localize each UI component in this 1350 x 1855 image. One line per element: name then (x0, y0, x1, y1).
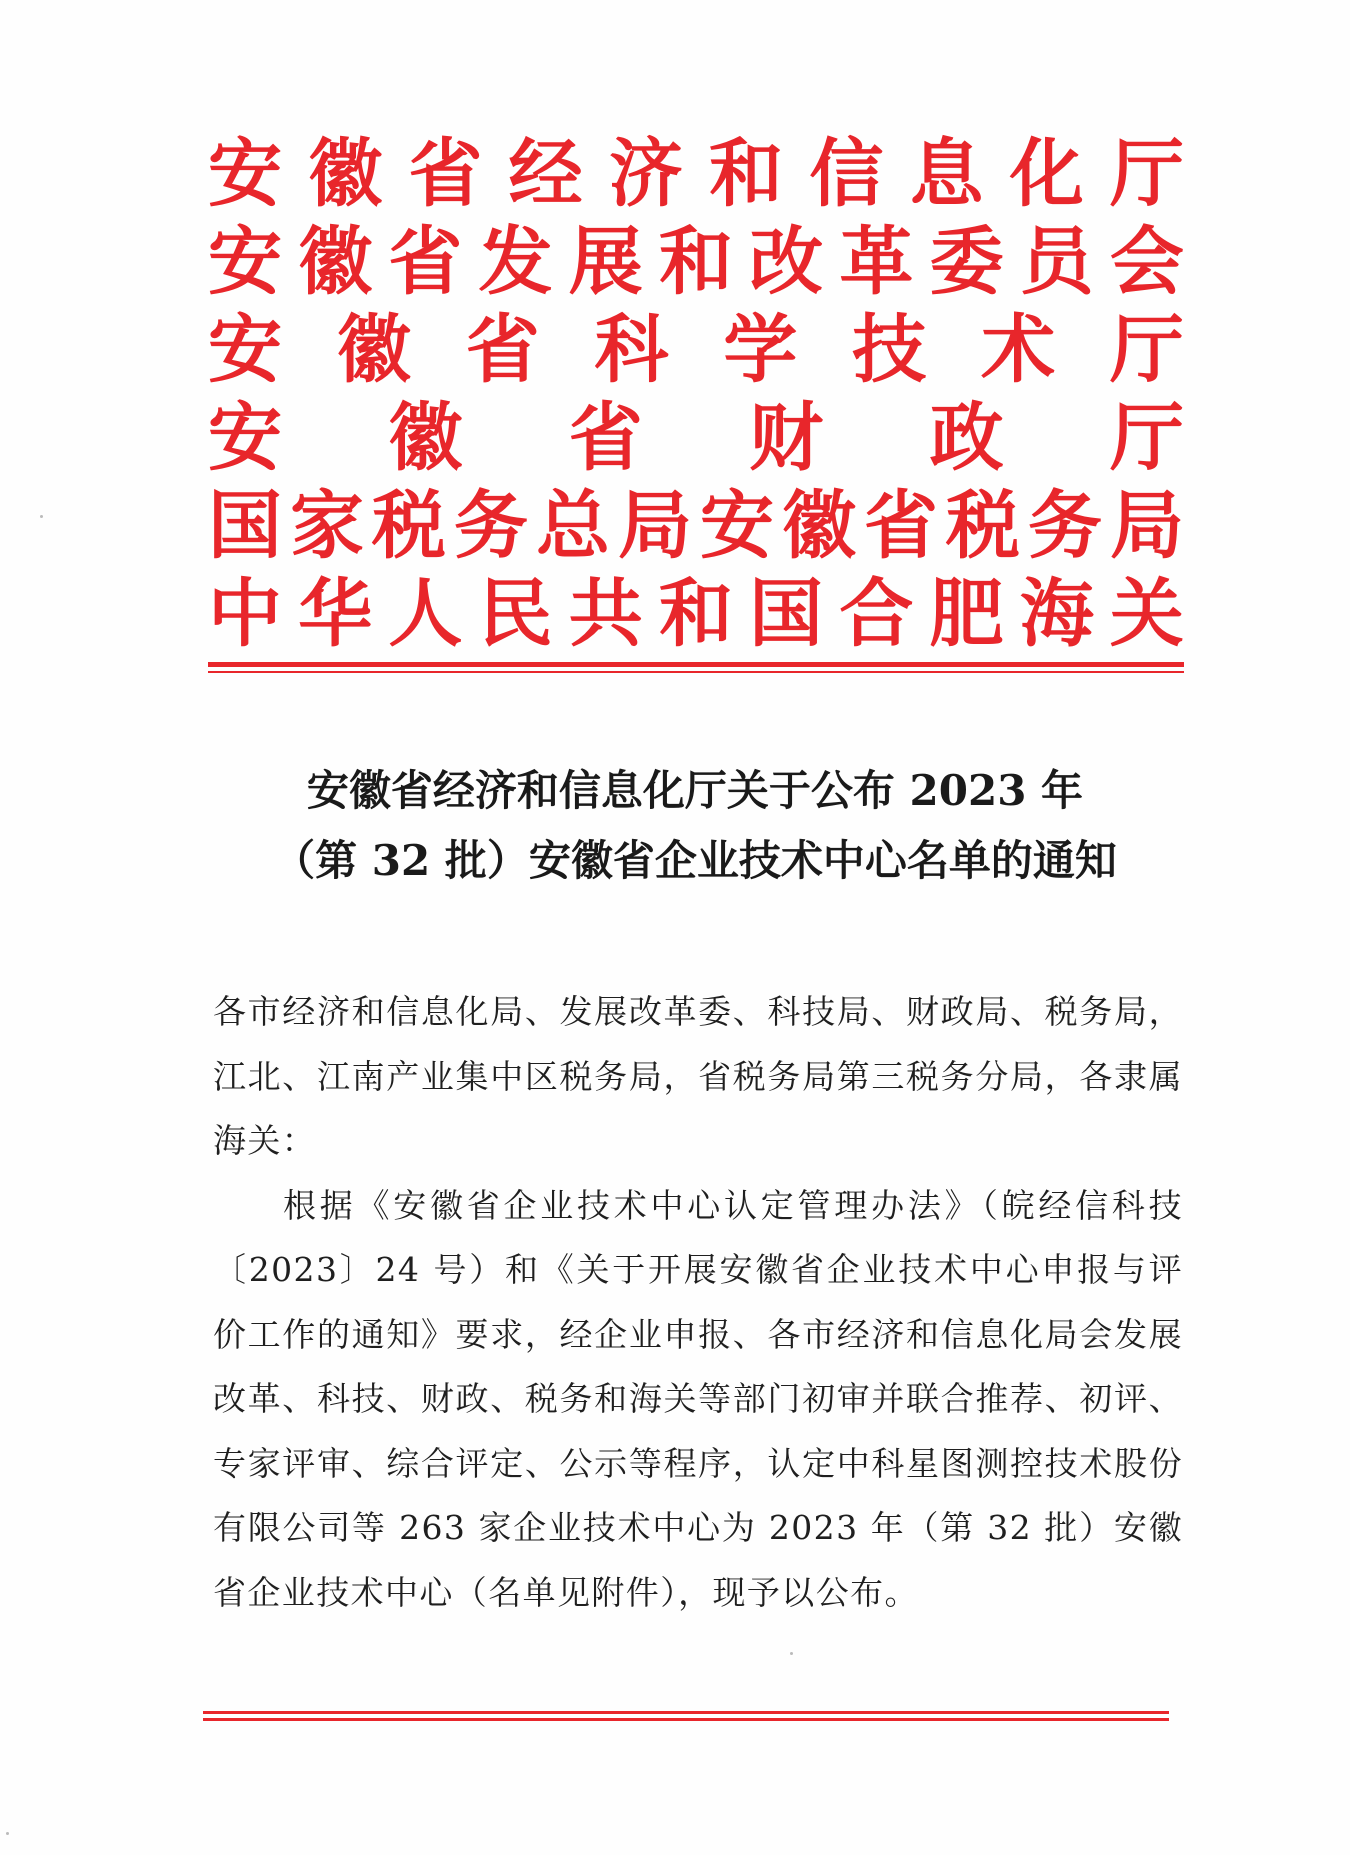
agency-char: 税 (946, 483, 1020, 569)
agency-char: 息 (909, 131, 984, 217)
agency-char: 和 (709, 131, 784, 217)
scan-speck (790, 1652, 793, 1655)
scan-speck (6, 1832, 9, 1835)
agency-char: 合 (839, 571, 914, 657)
agency-char: 安 (208, 219, 282, 305)
agency-char: 济 (608, 131, 683, 217)
notice-body (213, 980, 1183, 1625)
agency-char: 人 (388, 571, 463, 657)
agency-char: 华 (298, 571, 373, 657)
agency-char: 肥 (929, 571, 1004, 657)
agency-char: 政 (929, 395, 1004, 481)
scan-speck (40, 515, 43, 518)
agency-char: 徽 (308, 131, 383, 217)
agency-char: 展 (568, 219, 643, 305)
agency-char: 民 (478, 571, 553, 657)
agency-char: 信 (809, 131, 884, 217)
agency-char: 省 (388, 219, 463, 305)
agency-char: 局 (1110, 483, 1184, 569)
agency-char: 徽 (298, 219, 373, 305)
agency-name-line-5 (208, 482, 1184, 570)
agency-char: 和 (658, 571, 733, 657)
recipients-paragraph: 各市经济和信息化局、发展改革委、科技局、财政局、税务局，江北、江南产业集中区税务局，省税务局第三税务分局，各隶属海关： (213, 992, 1183, 1160)
agency-name-line-3 (208, 306, 1184, 394)
agency-char: 科 (594, 307, 669, 393)
agency-name-line-1 (208, 130, 1184, 218)
agency-char: 务 (1028, 483, 1102, 569)
footer-red-rule-2 (203, 1718, 1169, 1721)
agency-char: 省 (864, 483, 938, 569)
agency-char: 局 (618, 483, 692, 569)
agency-char: 国 (208, 483, 282, 569)
agency-char: 省 (568, 395, 643, 481)
agency-char: 财 (749, 395, 824, 481)
agency-char: 厅 (1109, 131, 1184, 217)
agency-char: 委 (929, 219, 1004, 305)
notice-title-line-1: 安徽省经济和信息化厅关于公布 2023 年 (306, 766, 1084, 815)
agency-char: 总 (536, 483, 610, 569)
agency-char: 和 (658, 219, 733, 305)
agency-char: 技 (852, 307, 927, 393)
header-red-rule-thin (208, 671, 1184, 673)
agency-char: 徽 (388, 395, 463, 481)
agency-char: 经 (508, 131, 583, 217)
agency-char: 发 (478, 219, 553, 305)
agency-name-line-4 (208, 394, 1184, 482)
agency-char: 员 (1019, 219, 1094, 305)
agency-char: 安 (208, 395, 282, 481)
agency-char: 家 (290, 483, 364, 569)
notice-title (200, 756, 1190, 896)
agency-char: 徽 (336, 307, 411, 393)
issuing-agencies-header (208, 130, 1184, 658)
agency-char: 化 (1009, 131, 1084, 217)
agency-name-line-2 (208, 218, 1184, 306)
agency-char: 厅 (1109, 307, 1184, 393)
agency-char: 安 (208, 131, 282, 217)
agency-char: 共 (568, 571, 643, 657)
agency-char: 税 (372, 483, 446, 569)
footer-red-rule-1 (203, 1711, 1169, 1714)
header-red-rule-thick (208, 662, 1184, 667)
agency-char: 务 (454, 483, 528, 569)
agency-name-line-6 (208, 570, 1184, 658)
agency-char: 徽 (782, 483, 856, 569)
agency-char: 学 (723, 307, 798, 393)
agency-char: 革 (839, 219, 914, 305)
agency-char: 改 (749, 219, 824, 305)
agency-char: 会 (1109, 219, 1184, 305)
agency-char: 省 (465, 307, 540, 393)
main-paragraph: 根据《安徽省企业技术中心认定管理办法》（皖经信科技〔2023〕24 号）和《关于开展安徽省企业技术中心申报与评价工作的通知》要求，经企业申报、各市经济和信息化局会发展改革、科技、财政、税务和海关等部门初审并联合推荐、初评、专家评审、综合评定、公示等程序，认定中科星图测控技术股份有限公司等 263 家企业技术中心为 2023 年（第 32 批）安徽省企业技术中心（名单见附件），现予以公布。 (213, 1185, 1183, 1612)
agency-char: 省 (408, 131, 483, 217)
agency-char: 关 (1109, 571, 1184, 657)
notice-title-line-2: （第 32 批）安徽省企业技术中心名单的通知 (273, 836, 1117, 885)
agency-char: 厅 (1109, 395, 1184, 481)
agency-char: 安 (700, 483, 774, 569)
agency-char: 中 (208, 571, 282, 657)
agency-char: 国 (749, 571, 824, 657)
agency-char: 海 (1019, 571, 1094, 657)
agency-char: 安 (208, 307, 282, 393)
agency-char: 术 (981, 307, 1056, 393)
